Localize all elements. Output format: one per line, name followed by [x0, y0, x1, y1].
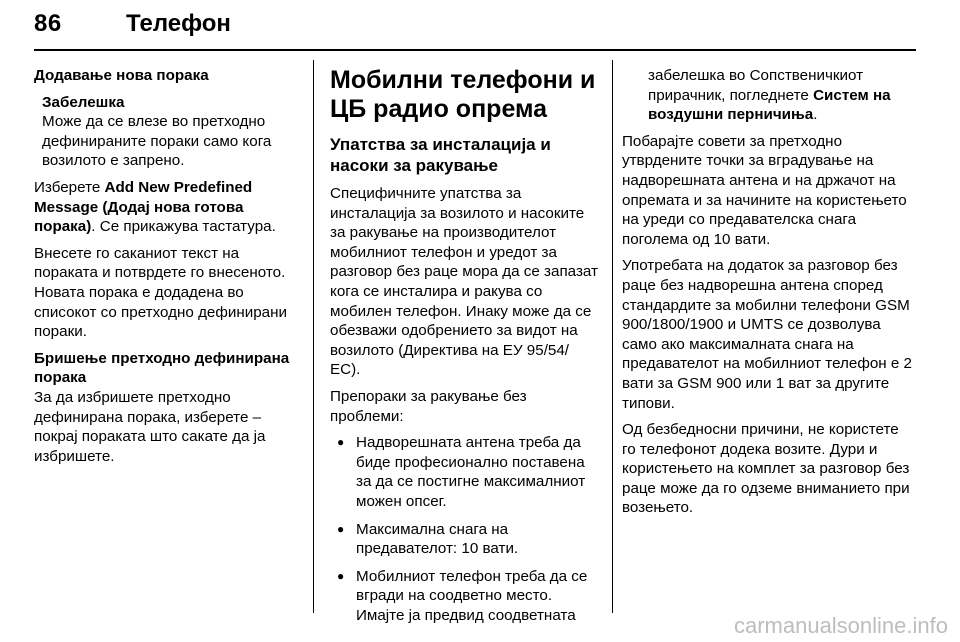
section-title: Телефон	[126, 10, 231, 37]
middle-paragraph-2: Препораки за ракување без проблеми:	[330, 387, 527, 425]
add-message-heading: Додавање нова порака	[34, 67, 209, 84]
list-item: ● Максимална снага на предавателот: 10 вати.	[330, 520, 598, 559]
select-instruction-pre: Изберете	[34, 178, 105, 196]
installation-subtitle: Упатства за инсталација и насоки за ракување	[330, 135, 551, 175]
bullet-continuation	[622, 66, 916, 125]
select-instruction	[34, 178, 302, 237]
delete-text: За да избришете претходно дефинирана порака, изберете – покрај пораката што сакате да ја избришете.	[34, 388, 266, 465]
delete-heading: Бришење претходно дефинирана порака	[34, 349, 290, 387]
header-rule	[34, 49, 916, 51]
column-divider-right	[612, 60, 613, 613]
column-divider-left	[313, 60, 314, 613]
right-column	[622, 66, 916, 525]
right-paragraph-3: Од безбедносни причини, не користете го телефонот додека возите. Дури и користењето на комплет за разговор без раце може да го одземе вниманието при возењето.	[622, 421, 910, 517]
note-text: Може да се влезе во претходно дефинираните пораки само кога возилото е запрено.	[42, 113, 272, 170]
select-instruction-post: . Се прикажува тастатура.	[91, 218, 276, 236]
enter-text-paragraph: Внесете го саканиот текст на пораката и потврдете го внесеното. Новата порака е додадена во списокот со претходно дефинирани пораки.	[34, 244, 287, 341]
list-item: ● Надворешната антена треба да биде професионално поставена за да се постигне максималниот можен опсег.	[330, 433, 598, 511]
airbag-reference: Систем на воздушни перничиња	[648, 86, 891, 124]
site-watermark: carmanualsonline.info	[733, 613, 948, 638]
mobile-phones-title: Мобилни телефони и ЦБ радио опрема	[330, 66, 596, 123]
list-item: ● Мобилниот телефон треба да се вгради на соодветно место. Имајте ја предвид соодветната	[330, 567, 598, 626]
page-number: 86	[34, 10, 62, 37]
continuation-text: забелешка во Сопственичкиот прирачник, погледнете	[648, 67, 864, 104]
right-paragraph-2: Употребата на додаток за разговор без раце без надворешна антена според стандардите за мобилни телефони GSM 900/1800/1900 и UMTS се дозволува само ако максималната снага на предавателот на мобилниот телефон е 2 вати за GSM 900 или 1 ват за другите типови.	[622, 257, 912, 412]
middle-paragraph-1: Специфичните упатства за инсталација за возилото и насоките за ракување на производителот мобилниот телефон и уредот за разговор без раце мора да се запазат кога се инсталира и ракува со мобилен телефон. Инаку може да се обезважи одобрението за видот на возилото (Директива на ЕУ 95/54/ ЕС).	[330, 185, 598, 379]
recommendations-list	[330, 433, 598, 625]
middle-column	[330, 66, 598, 633]
right-paragraph-1: Побарајте совети за претходно утврдените точки за вградување на надворешната антена и на држачот на опремата и за начините на користењето на уреди со предавателска снага поголема од 10 вати.	[622, 132, 907, 248]
continuation-end: .	[813, 106, 818, 124]
add-new-message-label: Add New Predefined Message (Додај нова готова порака)	[34, 178, 253, 236]
left-column	[34, 66, 302, 473]
note-block	[34, 93, 302, 171]
note-heading: Забелешка	[42, 93, 125, 111]
